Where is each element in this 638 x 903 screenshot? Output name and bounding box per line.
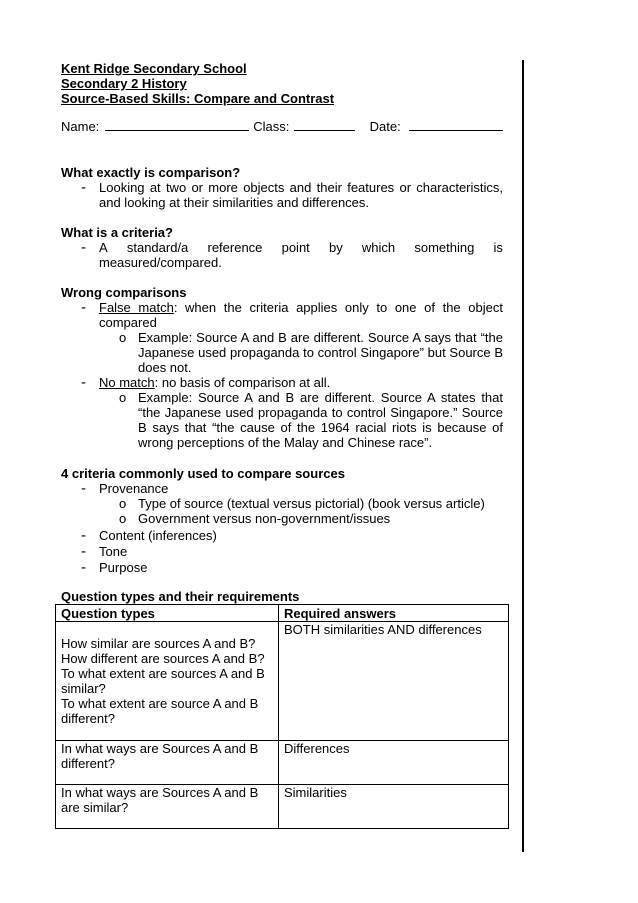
topic-title: Source-Based Skills: Compare and Contrast bbox=[61, 91, 335, 106]
subject-title: Secondary 2 History bbox=[61, 76, 187, 91]
no-match-term: No match bbox=[99, 375, 155, 390]
table-row bbox=[56, 785, 509, 829]
dash-bullet: - bbox=[81, 299, 86, 316]
dash-bullet: - bbox=[81, 179, 86, 196]
answer-cell: BOTH similarities AND differences bbox=[279, 622, 509, 741]
question-line: How different are sources A and B? bbox=[61, 651, 265, 666]
circle-bullet: o bbox=[119, 390, 127, 405]
false-match-example: Example: Source A and B are different. Source A says that “the Japanese used propaganda to control Singapore” but Source B does not. bbox=[138, 330, 503, 375]
no-match-text: : no basis of comparison at all. bbox=[154, 375, 331, 390]
criteria-line-2: measured/compared. bbox=[99, 255, 222, 270]
dash-bullet: - bbox=[81, 527, 86, 544]
provenance-sub-item bbox=[61, 496, 503, 511]
dash-bullet: - bbox=[81, 239, 86, 256]
criterion-label: Content (inferences) bbox=[99, 528, 217, 543]
dash-bullet: - bbox=[81, 559, 86, 576]
criteria-heading: What is a criteria? bbox=[61, 225, 173, 240]
date-label: Date: bbox=[369, 119, 401, 134]
dash-bullet: - bbox=[81, 543, 86, 560]
class-label: Class: bbox=[253, 119, 290, 134]
answer-cell: Differences bbox=[279, 741, 509, 785]
table-header-row bbox=[56, 605, 509, 622]
circle-bullet: o bbox=[119, 511, 127, 526]
date-field[interactable] bbox=[409, 117, 503, 131]
question-line: How similar are sources A and B? bbox=[61, 636, 256, 651]
circle-bullet: o bbox=[119, 496, 127, 511]
criteria-word: by bbox=[328, 240, 343, 255]
question-types-table bbox=[55, 604, 509, 829]
criteria-word: is bbox=[493, 240, 503, 255]
criteria-word: point bbox=[281, 240, 310, 255]
table-row bbox=[56, 741, 509, 785]
table-row bbox=[56, 622, 509, 741]
question-cell bbox=[56, 622, 279, 741]
false-match-text: : when the criteria applies only to one of the object compared bbox=[99, 300, 503, 330]
document-body bbox=[61, 61, 503, 604]
question-line: To what extent are sources A and B similar? bbox=[61, 666, 265, 696]
false-match-term: False match bbox=[99, 300, 174, 315]
no-match-item bbox=[61, 375, 503, 390]
comparison-definition: Looking at two or more objects and their features or characteristics, and looking at their similarities and differences. bbox=[99, 180, 503, 210]
criteria-item bbox=[61, 240, 503, 270]
question-cell: In what ways are Sources A and B are similar? bbox=[56, 785, 279, 829]
provenance-sub-text: Government versus non-government/issues bbox=[138, 511, 391, 526]
table-caption: Question types and their requirements bbox=[61, 589, 300, 604]
criterion-purpose bbox=[61, 560, 503, 575]
criteria-word: something bbox=[414, 240, 475, 255]
no-match-example-item bbox=[61, 390, 503, 450]
false-match-item bbox=[61, 300, 503, 330]
false-match-example-item bbox=[61, 330, 503, 375]
answer-cell: Similarities bbox=[279, 785, 509, 829]
class-field[interactable] bbox=[294, 117, 354, 131]
dash-bullet: - bbox=[81, 374, 86, 391]
name-field[interactable] bbox=[105, 117, 249, 131]
school-name: Kent Ridge Secondary School bbox=[61, 61, 247, 76]
circle-bullet: o bbox=[119, 330, 127, 345]
criterion-label: Provenance bbox=[99, 481, 169, 496]
question-line: To what extent are source A and B different? bbox=[61, 696, 259, 726]
criteria-word: reference bbox=[207, 240, 263, 255]
page-margin-line bbox=[522, 60, 524, 852]
header-question-types: Question types bbox=[56, 605, 279, 622]
criterion-tone bbox=[61, 544, 503, 559]
question-cell: In what ways are Sources A and B different? bbox=[56, 741, 279, 785]
comparison-item bbox=[61, 180, 503, 210]
comparison-heading: What exactly is comparison? bbox=[61, 165, 241, 180]
provenance-sub-item bbox=[61, 511, 503, 526]
criterion-label: Tone bbox=[99, 544, 128, 559]
criteria-word: which bbox=[361, 240, 396, 255]
criterion-label: Purpose bbox=[99, 560, 148, 575]
no-match-example: Example: Source A and B are different. Source A states that “the Japanese used propaganda to control Singapore.” Source B says that “the cause of the 1964 racial riots is because of wrong perceptions of the Malay and Chinese race”. bbox=[138, 390, 503, 450]
wrong-comparisons-heading: Wrong comparisons bbox=[61, 285, 187, 300]
student-info-row bbox=[61, 117, 503, 134]
criterion-provenance bbox=[61, 481, 503, 496]
criteria-line-1 bbox=[99, 240, 503, 255]
header-required-answers: Required answers bbox=[279, 605, 509, 622]
criterion-content bbox=[61, 528, 503, 543]
four-criteria-heading: 4 criteria commonly used to compare sources bbox=[61, 466, 345, 481]
provenance-sub-text: Type of source (textual versus pictorial) (book versus article) bbox=[138, 496, 485, 511]
criteria-word: standard/a bbox=[126, 240, 189, 255]
dash-bullet: - bbox=[81, 480, 86, 497]
name-label: Name: bbox=[61, 119, 100, 134]
criteria-word: A bbox=[99, 240, 108, 255]
